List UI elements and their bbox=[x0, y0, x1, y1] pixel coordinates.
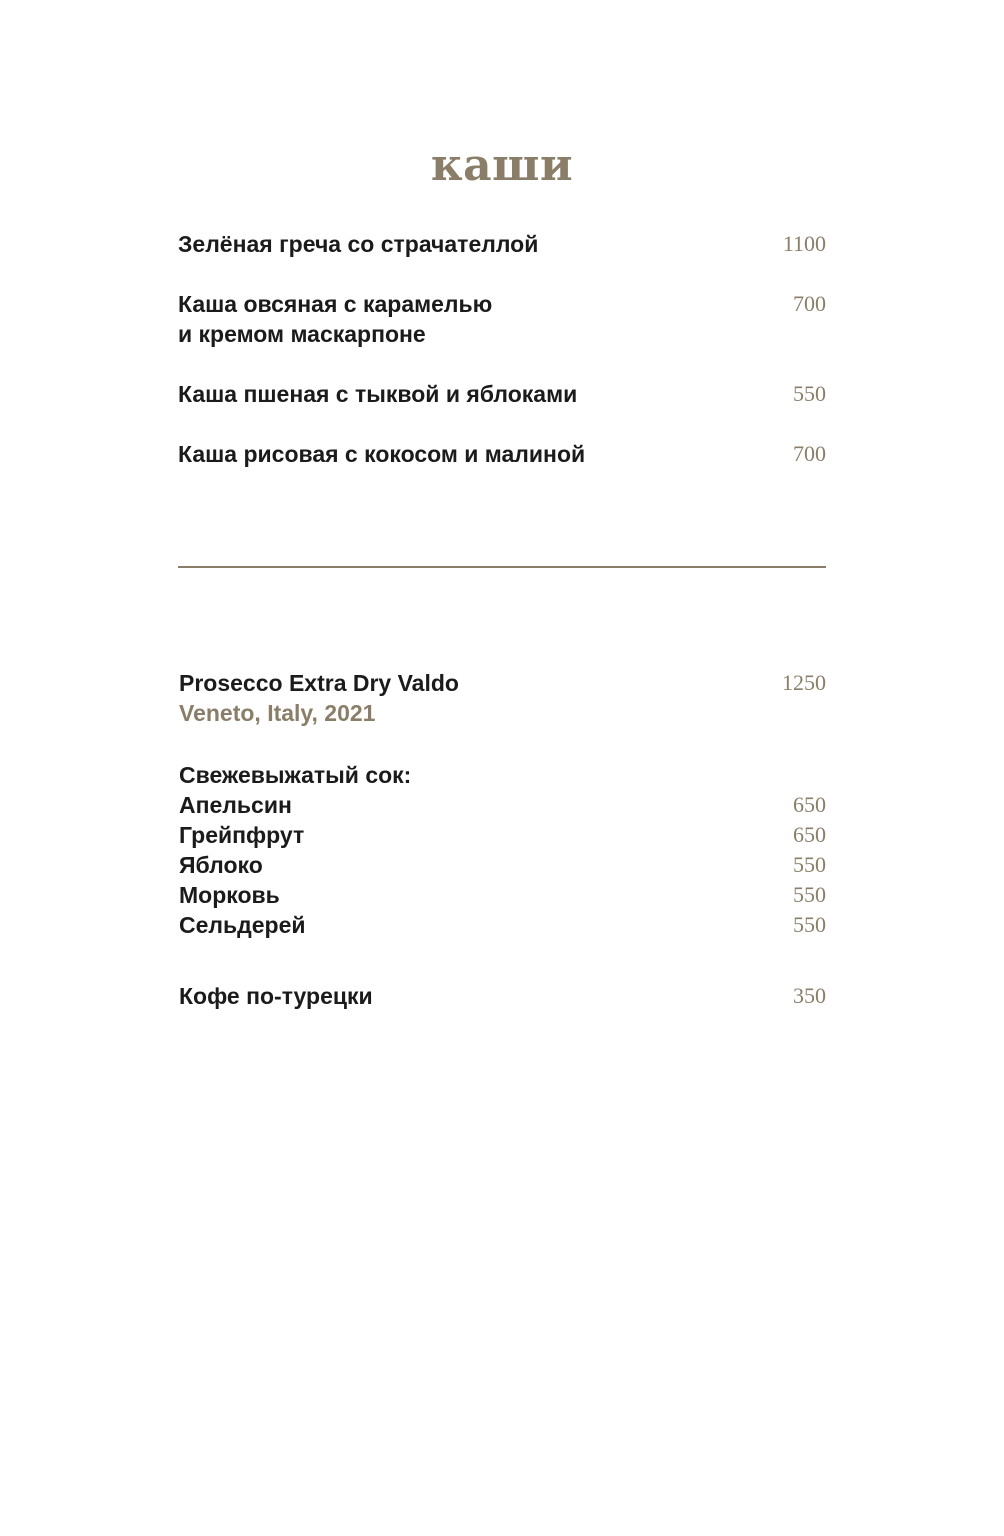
menu-item-name: Зелёная греча со страчателлой bbox=[178, 231, 539, 257]
section-divider bbox=[178, 566, 826, 568]
menu-item-name: Кофе по-турецки bbox=[179, 983, 373, 1009]
juice-item bbox=[179, 910, 826, 940]
juice-price: 550 bbox=[793, 882, 826, 907]
page-title: каши bbox=[430, 140, 574, 191]
menu-item-price: 1250 bbox=[782, 670, 826, 695]
wine-name: Prosecco Extra Dry Valdo bbox=[179, 670, 459, 696]
menu-item-price: 550 bbox=[793, 381, 826, 406]
menu-item-name bbox=[179, 668, 459, 728]
juice-price: 550 bbox=[793, 852, 826, 877]
juice-item bbox=[179, 820, 826, 850]
menu-item-name: Каша пшеная с тыквой и яблоками bbox=[178, 381, 578, 407]
menu-item bbox=[178, 229, 826, 259]
menu-item-name-line2: и кремом маскарпоне bbox=[178, 321, 426, 347]
wine-origin: Veneto, Italy, 2021 bbox=[179, 700, 376, 726]
menu-item-coffee bbox=[179, 981, 826, 1011]
juice-name: Апельсин bbox=[179, 792, 292, 818]
juice-name: Сельдерей bbox=[179, 912, 306, 938]
menu-item-price: 350 bbox=[793, 983, 826, 1008]
juice-item bbox=[179, 880, 826, 910]
menu-item-prosecco bbox=[179, 668, 826, 728]
juice-price: 650 bbox=[793, 822, 826, 847]
juice-item bbox=[179, 790, 826, 820]
menu-item-price: 700 bbox=[793, 291, 826, 316]
menu-item bbox=[178, 379, 826, 409]
menu-item bbox=[178, 289, 826, 349]
menu-item-price: 1100 bbox=[782, 231, 826, 256]
menu-item-name: Каша рисовая с кокосом и малиной bbox=[178, 441, 586, 467]
menu-item-name-line1: Каша овсяная с карамелью bbox=[178, 291, 493, 317]
menu-item bbox=[178, 439, 826, 469]
juice-item bbox=[179, 850, 826, 880]
juice-heading: Свежевыжатый сок: bbox=[179, 762, 412, 788]
juice-price: 550 bbox=[793, 912, 826, 937]
juice-name: Яблоко bbox=[179, 852, 263, 878]
juice-name: Грейпфрут bbox=[179, 822, 305, 848]
menu-item-name bbox=[178, 289, 492, 349]
juice-name: Морковь bbox=[179, 882, 280, 908]
juice-price: 650 bbox=[793, 792, 826, 817]
menu-item-price: 700 bbox=[793, 441, 826, 466]
